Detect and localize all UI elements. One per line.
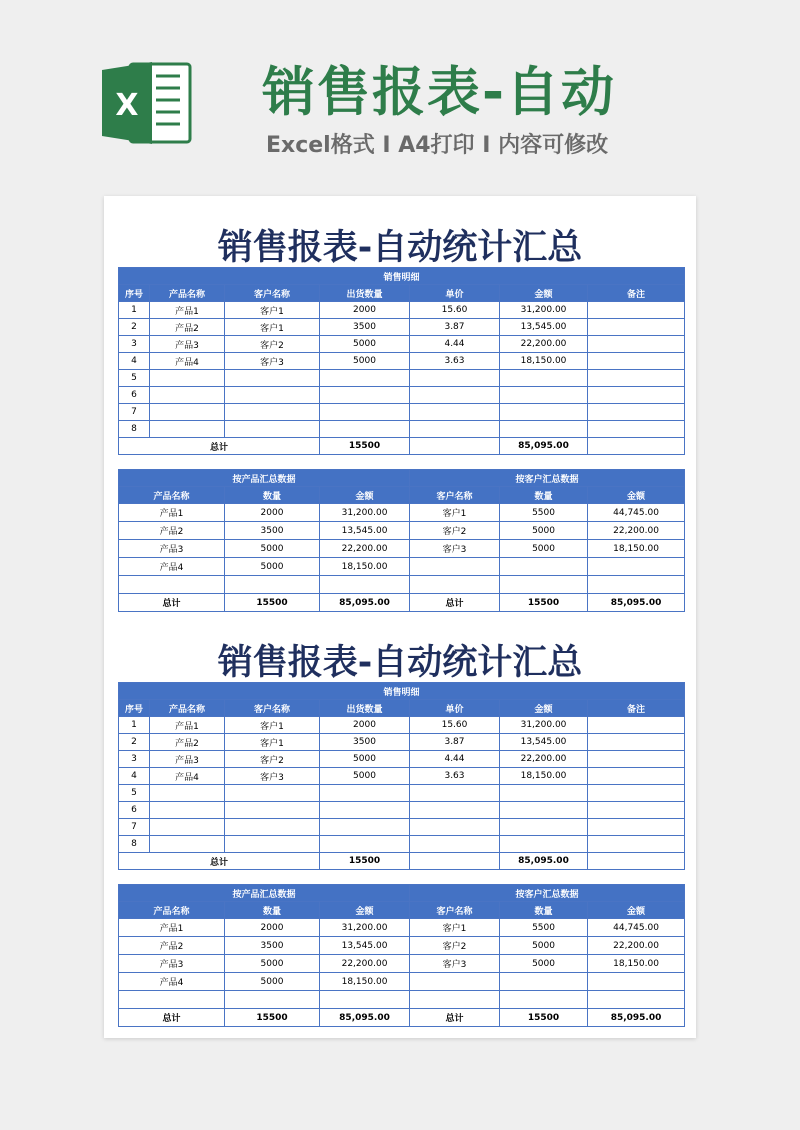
summary-total-row	[119, 1009, 685, 1027]
total-qty: 15500	[320, 438, 410, 455]
summary-cell	[225, 991, 320, 1009]
detail-cell: 客户1	[225, 734, 320, 751]
summary-cell: 18,150.00	[320, 558, 410, 576]
detail-cell: 6	[119, 802, 150, 819]
summary-cell: 18,150.00	[320, 973, 410, 991]
detail-cell: 5	[119, 785, 150, 802]
summary-table	[118, 884, 685, 1027]
detail-cell	[410, 387, 500, 404]
detail-cell	[225, 404, 320, 421]
detail-header-cell: 客户名称	[225, 700, 320, 717]
detail-row	[119, 836, 685, 853]
detail-cell	[320, 819, 410, 836]
summary-cell: 产品2	[119, 937, 225, 955]
summary-cell: 22,200.00	[320, 955, 410, 973]
detail-cell	[588, 768, 685, 785]
customer-summary-caption: 按客户汇总数据	[410, 885, 685, 902]
summary-cell: 18,150.00	[588, 540, 685, 558]
detail-cell	[500, 370, 588, 387]
detail-cell: 3500	[320, 734, 410, 751]
detail-cell: 5000	[320, 336, 410, 353]
detail-cell: 13,545.00	[500, 734, 588, 751]
detail-cell: 31,200.00	[500, 302, 588, 319]
detail-cell	[150, 421, 225, 438]
product-summary-caption: 按产品汇总数据	[119, 470, 410, 487]
detail-cell	[150, 404, 225, 421]
summary-cell: 3500	[225, 522, 320, 540]
total-label: 总计	[119, 438, 320, 455]
detail-header-cell: 序号	[119, 700, 150, 717]
detail-cell: 产品1	[150, 717, 225, 734]
summary-cell: 客户3	[410, 955, 500, 973]
summary-cell	[588, 576, 685, 594]
detail-cell	[225, 421, 320, 438]
detail-cell: 5000	[320, 751, 410, 768]
detail-header-cell: 单价	[410, 700, 500, 717]
detail-cell: 客户2	[225, 751, 320, 768]
summary-total-cell: 15500	[225, 1009, 320, 1027]
summary-cell: 13,545.00	[320, 522, 410, 540]
detail-header-cell: 出货数量	[320, 285, 410, 302]
detail-cell: 15.60	[410, 717, 500, 734]
detail-header-cell: 单价	[410, 285, 500, 302]
detail-row	[119, 802, 685, 819]
detail-cell	[150, 370, 225, 387]
summary-cell	[119, 991, 225, 1009]
detail-cell	[410, 819, 500, 836]
detail-cell	[410, 404, 500, 421]
summary-total-cell: 85,095.00	[320, 1009, 410, 1027]
detail-row	[119, 404, 685, 421]
detail-cell	[500, 819, 588, 836]
detail-cell: 15.60	[410, 302, 500, 319]
detail-cell: 22,200.00	[500, 336, 588, 353]
product-header-cell: 金额	[320, 487, 410, 504]
detail-cell: 5000	[320, 768, 410, 785]
detail-cell: 2	[119, 319, 150, 336]
detail-header-cell: 备注	[588, 285, 685, 302]
report-sheet	[104, 196, 696, 1038]
detail-cell: 3.63	[410, 353, 500, 370]
summary-total-cell: 85,095.00	[320, 594, 410, 612]
detail-cell: 产品3	[150, 336, 225, 353]
summary-cell: 5000	[500, 955, 588, 973]
detail-header-row	[119, 285, 685, 302]
detail-cell	[320, 421, 410, 438]
summary-cell: 5000	[225, 558, 320, 576]
detail-cell	[588, 387, 685, 404]
detail-cell: 18,150.00	[500, 768, 588, 785]
summary-cell: 产品1	[119, 504, 225, 522]
detail-cell: 1	[119, 302, 150, 319]
detail-header-cell: 产品名称	[150, 700, 225, 717]
summary-cell	[500, 973, 588, 991]
customer-header-cell: 金额	[588, 487, 685, 504]
detail-cell	[225, 387, 320, 404]
detail-header-cell: 金额	[500, 700, 588, 717]
customer-header-cell: 客户名称	[410, 902, 500, 919]
summary-cell: 5500	[500, 504, 588, 522]
summary-cell	[320, 991, 410, 1009]
detail-cell: 8	[119, 836, 150, 853]
summary-cell: 客户3	[410, 540, 500, 558]
detail-cell	[588, 353, 685, 370]
detail-row	[119, 336, 685, 353]
customer-header-cell: 客户名称	[410, 487, 500, 504]
detail-cell	[150, 836, 225, 853]
summary-cell: 5500	[500, 919, 588, 937]
summary-total-row	[119, 594, 685, 612]
summary-cell: 客户1	[410, 919, 500, 937]
detail-cell: 1	[119, 717, 150, 734]
summary-row	[119, 919, 685, 937]
detail-cell	[225, 802, 320, 819]
summary-cell: 3500	[225, 937, 320, 955]
summary-row	[119, 540, 685, 558]
detail-cell: 2000	[320, 717, 410, 734]
summary-cell	[500, 576, 588, 594]
summary-total-cell: 15500	[500, 1009, 588, 1027]
summary-total-cell: 85,095.00	[588, 594, 685, 612]
total-note-empty	[588, 438, 685, 455]
detail-cell	[588, 836, 685, 853]
detail-cell: 7	[119, 404, 150, 421]
detail-cell: 客户3	[225, 353, 320, 370]
detail-cell	[410, 836, 500, 853]
detail-cell: 客户2	[225, 336, 320, 353]
summary-row	[119, 576, 685, 594]
summary-cell: 产品1	[119, 919, 225, 937]
detail-cell: 3.63	[410, 768, 500, 785]
detail-cell	[410, 421, 500, 438]
summary-total-cell: 总计	[119, 594, 225, 612]
banner-subtitle: Excel格式 I A4打印 I 内容可修改	[266, 133, 609, 158]
detail-row	[119, 717, 685, 734]
detail-row	[119, 370, 685, 387]
detail-cell	[588, 819, 685, 836]
summary-cell: 2000	[225, 919, 320, 937]
summary-cell	[320, 576, 410, 594]
summary-cell: 5000	[225, 955, 320, 973]
detail-header-cell: 客户名称	[225, 285, 320, 302]
total-note-empty	[588, 853, 685, 870]
detail-cell	[320, 836, 410, 853]
product-header-cell: 产品名称	[119, 902, 225, 919]
detail-cell	[320, 404, 410, 421]
summary-cell: 5000	[225, 540, 320, 558]
detail-cell: 13,545.00	[500, 319, 588, 336]
summary-cell: 5000	[500, 937, 588, 955]
detail-cell	[588, 404, 685, 421]
summary-cell: 22,200.00	[588, 522, 685, 540]
detail-cell	[588, 336, 685, 353]
detail-cell	[320, 370, 410, 387]
detail-cell: 22,200.00	[500, 751, 588, 768]
detail-cell	[150, 802, 225, 819]
detail-cell	[320, 785, 410, 802]
detail-cell: 18,150.00	[500, 353, 588, 370]
detail-header-cell: 金额	[500, 285, 588, 302]
detail-cell	[150, 785, 225, 802]
detail-cell: 5	[119, 370, 150, 387]
summary-cell	[410, 991, 500, 1009]
summary-cell: 2000	[225, 504, 320, 522]
detail-cell	[588, 302, 685, 319]
detail-cell: 4	[119, 353, 150, 370]
detail-cell	[588, 319, 685, 336]
total-amount: 85,095.00	[500, 853, 588, 870]
detail-cell	[410, 802, 500, 819]
summary-cell: 22,200.00	[588, 937, 685, 955]
detail-cell	[588, 370, 685, 387]
detail-cell	[500, 785, 588, 802]
summary-total-cell: 15500	[500, 594, 588, 612]
summary-cell: 产品3	[119, 955, 225, 973]
detail-row	[119, 353, 685, 370]
detail-caption: 销售明细	[119, 268, 685, 285]
summary-header-row	[119, 487, 685, 504]
detail-cell	[410, 785, 500, 802]
customer-header-cell: 数量	[500, 487, 588, 504]
summary-cell: 5000	[500, 522, 588, 540]
detail-caption: 销售明细	[119, 683, 685, 700]
summary-cell: 31,200.00	[320, 504, 410, 522]
detail-cell	[588, 751, 685, 768]
total-qty: 15500	[320, 853, 410, 870]
detail-cell: 2000	[320, 302, 410, 319]
summary-cell: 22,200.00	[320, 540, 410, 558]
detail-cell	[225, 785, 320, 802]
sales-detail-table	[118, 682, 685, 870]
summary-cell: 5000	[500, 540, 588, 558]
detail-cell: 产品2	[150, 319, 225, 336]
customer-header-cell: 金额	[588, 902, 685, 919]
product-header-cell: 数量	[225, 902, 320, 919]
summary-cell	[588, 973, 685, 991]
detail-row	[119, 819, 685, 836]
summary-row	[119, 558, 685, 576]
summary-cell: 13,545.00	[320, 937, 410, 955]
detail-cell	[150, 819, 225, 836]
detail-cell: 7	[119, 819, 150, 836]
summary-table	[118, 469, 685, 612]
detail-header-cell: 产品名称	[150, 285, 225, 302]
detail-cell: 产品3	[150, 751, 225, 768]
detail-total-row	[119, 438, 685, 455]
total-label: 总计	[119, 853, 320, 870]
summary-total-cell: 总计	[410, 594, 500, 612]
total-amount: 85,095.00	[500, 438, 588, 455]
detail-row	[119, 302, 685, 319]
summary-cell: 产品2	[119, 522, 225, 540]
summary-cell: 44,745.00	[588, 919, 685, 937]
detail-cell: 产品4	[150, 768, 225, 785]
detail-cell: 3.87	[410, 734, 500, 751]
excel-logo-icon	[100, 60, 192, 146]
detail-cell	[410, 370, 500, 387]
summary-cell: 客户2	[410, 937, 500, 955]
summary-cell: 产品3	[119, 540, 225, 558]
summary-total-cell: 总计	[119, 1009, 225, 1027]
detail-total-row	[119, 853, 685, 870]
detail-cell	[588, 785, 685, 802]
customer-header-cell: 数量	[500, 902, 588, 919]
detail-cell: 4.44	[410, 336, 500, 353]
summary-cell	[500, 991, 588, 1009]
detail-cell: 产品1	[150, 302, 225, 319]
detail-cell	[150, 387, 225, 404]
detail-cell: 6	[119, 387, 150, 404]
detail-row	[119, 751, 685, 768]
report-title: 销售报表-自动统计汇总	[217, 643, 583, 683]
detail-row	[119, 421, 685, 438]
detail-cell: 2	[119, 734, 150, 751]
summary-cell	[410, 558, 500, 576]
detail-row	[119, 387, 685, 404]
detail-cell: 31,200.00	[500, 717, 588, 734]
summary-row	[119, 937, 685, 955]
detail-cell: 产品2	[150, 734, 225, 751]
detail-header-row	[119, 700, 685, 717]
detail-cell: 产品4	[150, 353, 225, 370]
detail-row	[119, 768, 685, 785]
detail-cell: 3	[119, 751, 150, 768]
detail-cell	[500, 836, 588, 853]
summary-cell	[588, 558, 685, 576]
summary-total-cell: 85,095.00	[588, 1009, 685, 1027]
banner-title: 销售报表-自动	[262, 62, 616, 123]
summary-cell: 客户1	[410, 504, 500, 522]
detail-cell: 4	[119, 768, 150, 785]
detail-cell: 客户3	[225, 768, 320, 785]
detail-cell	[320, 387, 410, 404]
total-price-empty	[410, 438, 500, 455]
summary-cell	[410, 576, 500, 594]
summary-row	[119, 504, 685, 522]
detail-cell	[588, 717, 685, 734]
summary-cell: 18,150.00	[588, 955, 685, 973]
detail-cell: 5000	[320, 353, 410, 370]
detail-row	[119, 734, 685, 751]
summary-cell	[225, 576, 320, 594]
detail-header-cell: 备注	[588, 700, 685, 717]
detail-header-cell: 出货数量	[320, 700, 410, 717]
product-header-cell: 数量	[225, 487, 320, 504]
detail-cell: 客户1	[225, 717, 320, 734]
detail-cell: 3	[119, 336, 150, 353]
detail-row	[119, 319, 685, 336]
summary-cell	[588, 991, 685, 1009]
detail-cell	[225, 370, 320, 387]
summary-header-row	[119, 902, 685, 919]
summary-cell: 产品4	[119, 973, 225, 991]
summary-row	[119, 973, 685, 991]
summary-cell: 客户2	[410, 522, 500, 540]
summary-row	[119, 522, 685, 540]
report-title: 销售报表-自动统计汇总	[217, 228, 583, 268]
customer-summary-caption: 按客户汇总数据	[410, 470, 685, 487]
summary-total-cell: 总计	[410, 1009, 500, 1027]
summary-total-cell: 15500	[225, 594, 320, 612]
summary-cell	[500, 558, 588, 576]
summary-cell: 44,745.00	[588, 504, 685, 522]
product-summary-caption: 按产品汇总数据	[119, 885, 410, 902]
detail-cell	[320, 802, 410, 819]
summary-row	[119, 991, 685, 1009]
product-header-cell: 金额	[320, 902, 410, 919]
detail-cell	[500, 404, 588, 421]
detail-cell	[588, 802, 685, 819]
svg-text:X: X	[115, 88, 139, 123]
detail-row	[119, 785, 685, 802]
detail-cell: 3.87	[410, 319, 500, 336]
product-header-cell: 产品名称	[119, 487, 225, 504]
detail-cell: 4.44	[410, 751, 500, 768]
detail-cell	[588, 421, 685, 438]
detail-cell: 客户1	[225, 302, 320, 319]
detail-cell: 客户1	[225, 319, 320, 336]
summary-cell	[410, 973, 500, 991]
sales-detail-table	[118, 267, 685, 455]
detail-cell	[225, 819, 320, 836]
detail-cell: 3500	[320, 319, 410, 336]
summary-cell: 5000	[225, 973, 320, 991]
detail-cell: 8	[119, 421, 150, 438]
detail-cell	[500, 802, 588, 819]
summary-cell	[119, 576, 225, 594]
summary-row	[119, 955, 685, 973]
detail-cell	[225, 836, 320, 853]
summary-cell: 31,200.00	[320, 919, 410, 937]
detail-header-cell: 序号	[119, 285, 150, 302]
total-price-empty	[410, 853, 500, 870]
detail-cell	[500, 421, 588, 438]
summary-cell: 产品4	[119, 558, 225, 576]
detail-cell	[500, 387, 588, 404]
detail-cell	[588, 734, 685, 751]
